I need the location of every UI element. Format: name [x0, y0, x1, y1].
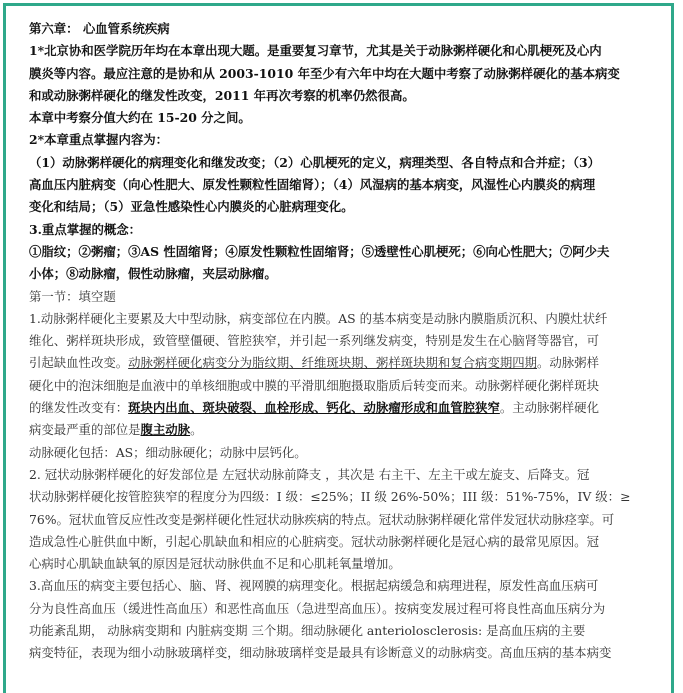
intro-line: 本章中考察分值大约在 15-20 分之间。 [29, 110, 251, 126]
q1-line: 动脉硬化包括：AS；细动脉硬化；动脉中层钙化。 [29, 444, 307, 460]
q3-line: 病变特征，表现为细小动脉玻璃样变，细动脉玻璃样变是最具有诊断意义的动脉病变。高血压病的基本病变 [29, 645, 612, 661]
q2-line: 76%。冠状血管反应性改变是粥样硬化性冠状动脉疾病的特点。冠状动脉粥样硬化常伴发冠状动脉痉挛。可 [29, 511, 615, 527]
q1-text: 引起缺血性改变。 [29, 355, 129, 371]
concepts-line: ①脂纹；②粥瘤；③AS 性固缩肾；④原发性颗粒性固缩肾；⑤透壁性心肌梗死；⑥向心性肥大；⑦阿少夫 [29, 243, 610, 259]
q1-bold-answer: 腹主动脉 [140, 422, 191, 438]
q1-line: 1.动脉粥样硬化主要累及大中型动脉，病变部位在内膜。AS 的基本病变是动脉内膜脂质沉积、内膜灶状纤 [29, 310, 608, 326]
q1-text: 。 [190, 422, 203, 438]
key-points-line: （1）动脉粥样硬化的病理变化和继发改变；（2）心肌梗死的定义，病理类型、各自特点和合并症；（3） [29, 154, 601, 170]
q2-line: 状动脉粥样硬化按管腔狭窄的程度分为四级：I 级：≤25%；II 级 26%-50%；III 级：51%-75%，IV 级：≥ [29, 489, 631, 505]
intro-line: 1*北京协和医学院历年均在本章出现大题。是重要复习章节，尤其是关于动脉粥样硬化和心肌梗死及心内 [29, 43, 602, 59]
section-heading: 第一节：填空题 [29, 288, 116, 304]
document-body [29, 18, 669, 665]
q1-text: 的继发性改变有： [29, 400, 129, 416]
q1-line [29, 352, 669, 374]
q1-text: 。主动脉粥样硬化 [499, 400, 599, 416]
q1-line [29, 419, 669, 441]
key-points-line: 高血压内脏病变（向心性肥大、原发性颗粒性固缩肾）；（4）风湿病的基本病变，风湿性心内膜炎的病理 [29, 177, 596, 193]
q3-line: 分为良性高血压（缓进性高血压）和恶性高血压（急进型高血压）。按病变发展过程可将良性高血压病分为 [29, 600, 606, 616]
q3-line: 功能紊乱期， 动脉病变期和 内脏病变期 三个期。细动脉硬化 anteriolosclerosis: 是高血压病的主要 [29, 623, 586, 639]
key-points-line: 变化和结局；（5）亚急性感染性心内膜炎的心脏病理变化。 [29, 199, 354, 215]
document-frame [3, 3, 674, 693]
q2-line: 2. 冠状动脉粥样硬化的好发部位是 左冠状动脉前降支 ，其次是 右主干、左主干或左旋支、后降支。冠 [29, 466, 590, 482]
q1-line: 硬化中的泡沫细胞是血液中的单核细胞或中膜的平滑肌细胞摄取脂质后转变而来。动脉粥样硬化粥样斑块 [29, 377, 599, 393]
q1-line: 维化、粥样斑块形成，致管壁僵硬、管腔狭窄，并引起一系列继发病变，特别是发生在心脑肾等器官，可 [29, 333, 599, 349]
q2-line: 心病时心肌缺血缺氧的原因是冠状动脉供血不足和心肌耗氧量增加。 [29, 556, 401, 572]
concepts-heading: 3.重点掌握的概念： [29, 221, 142, 237]
key-points-heading: 2*本章重点掌握内容为： [29, 132, 169, 148]
q1-bold-answer: 斑块内出血、斑块破裂、血栓形成、钙化、动脉瘤形成和血管腔狭窄 [128, 400, 500, 416]
q3-line: 3.高血压的病变主要包括心、脑、肾、视网膜的病理变化。根据起病缓急和病理进程，原发性高血压病可 [29, 578, 599, 594]
q1-underlined-answer: 动脉粥样硬化病变分为脂纹期、纤维斑块期、粥样斑块期和复合病变期四期 [128, 355, 538, 371]
intro-line: 和或动脉粥样硬化的继发性改变，2011 年再次考察的机率仍然很高。 [29, 87, 415, 103]
q2-line: 造成急性心脏供血中断，引起心肌缺血和相应的心脏病变。冠状动脉粥样硬化是冠心病的最常见原因。冠 [29, 533, 599, 549]
q1-text: 病变最严重的部位是 [29, 422, 141, 438]
chapter-title: 第六章： 心血管系统疾病 [29, 21, 170, 36]
intro-line: 膜炎等内容。最应注意的是协和从 2003-1010 年至少有六年中均在大题中考察了动脉粥样硬化的基本病变 [29, 65, 620, 81]
concepts-line: 小体；⑧动脉瘤，假性动脉瘤，夹层动脉瘤。 [29, 266, 277, 282]
q1-text: 。动脉粥样 [537, 355, 599, 371]
q1-line [29, 397, 669, 419]
